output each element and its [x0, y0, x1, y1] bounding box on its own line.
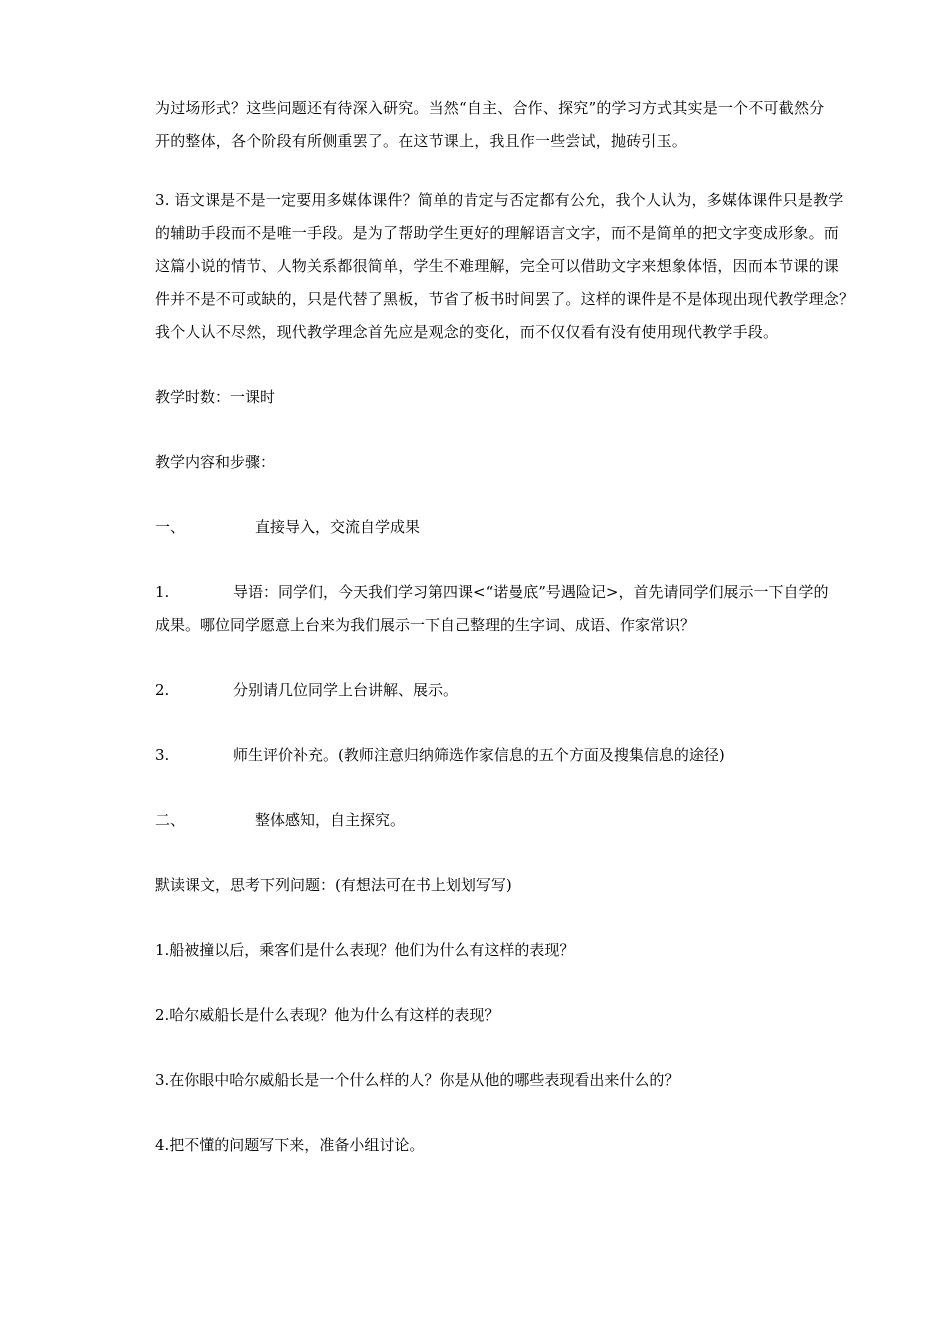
- text-line: 开的整体，各个阶段有所侧重罢了。在这节课上，我且作一些尝试，抛砖引玉。: [155, 132, 688, 150]
- section-number: 二、: [155, 811, 186, 829]
- section-title: 直接导入，交流自学成果: [255, 518, 421, 536]
- step-text: 导语：同学们，今天我们学习第四课<“诺曼底”号遇险记>，首先请同学们展示一下自学的: [233, 583, 829, 601]
- silent-reading-instruction: 默读课文，思考下列问题：(有想法可在书上划划写写): [155, 876, 512, 894]
- text-line: 我个人认不尽然，现代教学理念首先应是观念的变化，而不仅仅看有没有使用现代教学手段。: [155, 323, 779, 341]
- step-number: 2.: [155, 681, 170, 699]
- intro-paragraph: [155, 92, 900, 158]
- text-line: 的辅助手段而不是唯一手段。是为了帮助学生更好的理解语言文字，而不是简单的把文字变成形象。而: [155, 224, 840, 242]
- step-text-continued: 成果。哪位同学愿意上台来为我们展示一下自己整理的生字词、成语、作家常识？: [155, 616, 696, 634]
- question-item: 4.把不懂的问题写下来，准备小组讨论。: [155, 1136, 425, 1154]
- step-text: 师生评价补充。(教师注意归纳筛选作家信息的五个方面及搜集信息的途径): [233, 746, 725, 764]
- section-1-heading: [155, 511, 900, 544]
- text-line: 这篇小说的情节、人物关系都很简单，学生不难理解，完全可以借助文字来想象体悟，因而本节课的课: [155, 257, 840, 275]
- step-text: 分别请几位同学上台讲解、展示。: [233, 681, 459, 699]
- section-2-heading: [155, 804, 900, 837]
- document-body: [155, 92, 900, 1162]
- question-item: 2.哈尔威船长是什么表现？他为什么有这样的表现？: [155, 1006, 500, 1024]
- step-2: [155, 674, 900, 707]
- question-item: 1.船被撞以后，乘客们是什么表现？他们为什么有这样的表现？: [155, 941, 575, 959]
- content-steps-heading: 教学内容和步骤：: [155, 453, 276, 471]
- step-number: 3.: [155, 746, 170, 764]
- point-3-paragraph: [155, 184, 900, 349]
- section-title: 整体感知，自主探究。: [255, 811, 406, 829]
- section-number: 一、: [155, 518, 186, 536]
- text-line: 件并不是不可或缺的，只是代替了黑板，节省了板书时间罢了。这样的课件是不是体现出现代教学理念？: [155, 290, 855, 308]
- step-3: [155, 739, 900, 772]
- step-number: 1.: [155, 583, 170, 601]
- step-1: [155, 576, 900, 642]
- teaching-hours: 教学时数：一课时: [155, 388, 276, 406]
- question-item: 3.在你眼中哈尔威船长是一个什么样的人？你是从他的哪些表现看出来什么的？: [155, 1071, 680, 1089]
- text-line: 为过场形式？这些问题还有待深入研究。当然“自主、合作、探究”的学习方式其实是一个不可截然分: [155, 99, 825, 117]
- text-line: 3. 语文课是不是一定要用多媒体课件？简单的肯定与否定都有公允，我个人认为，多媒体课件只是教学: [155, 191, 844, 209]
